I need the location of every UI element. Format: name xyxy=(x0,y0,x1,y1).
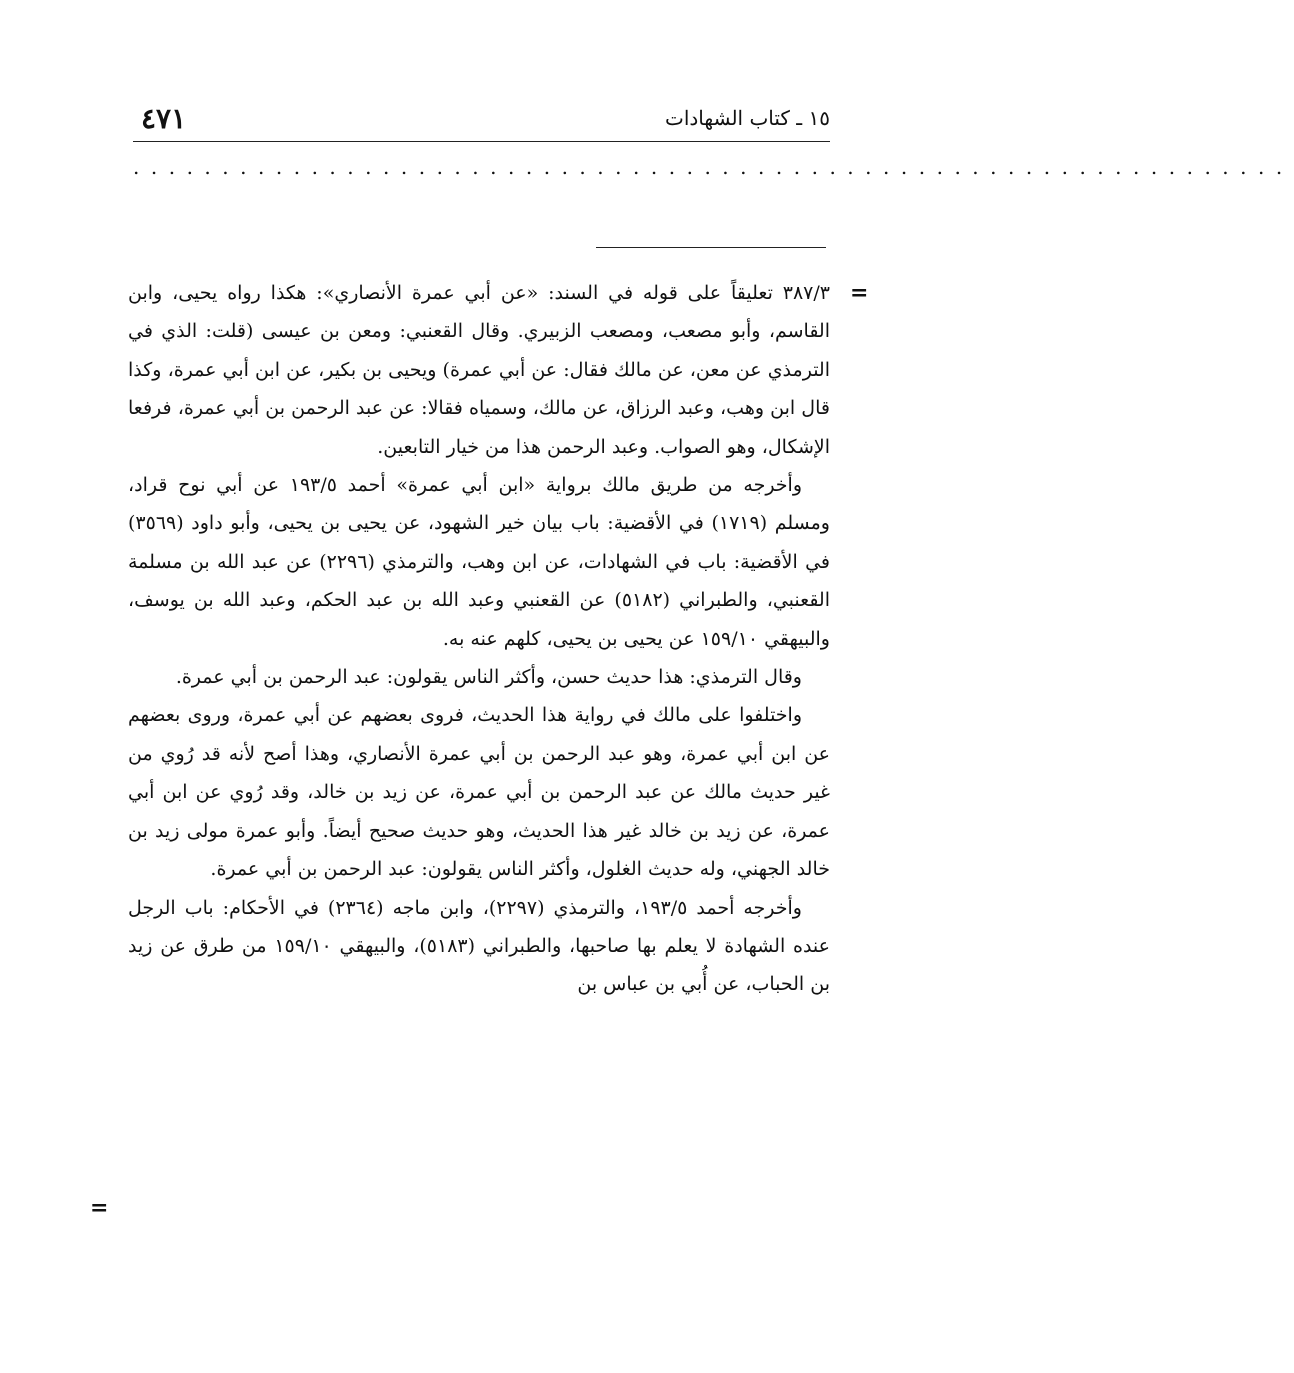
footnote-paragraph: وأخرجه من طريق مالك برواية «ابن أبي عمرة» أحمد ١٩٣/٥ عن أبي نوح قراد، ومسلم (١٧١٩) في الأقضية: باب بيان خير الشهود، عن يحيى بن يحيى، وأبو داود (٣٥٦٩) في الأقضية: باب في الشهادات، عن ابن وهب، والترمذي (٢٢٩٦) عن عبد الله بن مسلمة القعنبي، والطبراني (٥١٨٢) عن القعنبي وعبد الله بن عبد الحكم، وعبد الله بن يوسف، والبيهقي ١٥٩/١٠ عن يحيى بن يحيى، كلهم عنه به. xyxy=(128,474,830,650)
footnote-body xyxy=(128,274,830,1004)
page-header xyxy=(133,90,830,142)
footnote-paragraph: وأخرجه أحمد ١٩٣/٥، والترمذي (٢٢٩٧)، وابن ماجه (٢٣٦٤) في الأحكام: باب الرجل عنده الشهادة لا يعلم بها صاحبها، والطبراني (٥١٨٣)، والبيهقي ١٥٩/١٠ من طرق عن زيد بن الحباب، عن أُبي بن عباس بن xyxy=(128,896,830,996)
footnote-divider xyxy=(596,247,826,248)
continuation-mark-top: = xyxy=(850,280,869,306)
footnote-paragraph: واختلفوا على مالك في رواية هذا الحديث، فروى بعضهم عن أبي عمرة، وروى بعضهم عن ابن أبي عمرة، وهو عبد الرحمن بن أبي عمرة الأنصاري، وهذا أصح لأنه قد رُوي من غير حديث مالك عن عبد الرحمن بن أبي عمرة، عن زيد بن خالد، وقد رُوي عن ابن أبي عمرة، عن زيد بن خالد غير هذا الحديث، وهو حديث صحيح أيضاً. وأبو عمرة مولى زيد بن خالد الجهني، وله حديث الغلول، وأكثر الناس يقولون: عبد الرحمن بن أبي عمرة. xyxy=(128,704,830,881)
page-number: ٤٧١ xyxy=(141,102,187,135)
footnote-paragraph: وقال الترمذي: هذا حديث حسن، وأكثر الناس يقولون: عبد الرحمن بن أبي عمرة. xyxy=(175,666,802,689)
running-title: ١٥ ـ كتاب الشهادات xyxy=(665,106,830,130)
dotted-separator: ................................................................. xyxy=(133,155,1294,179)
header-divider xyxy=(133,141,830,142)
footnote-paragraph: ٣٨٧/٣ تعليقاً على قوله في السند: «عن أبي عمرة الأنصاري»: هكذا رواه يحيى، وابن القاسم، وأبو مصعب، ومصعب الزبيري. وقال القعنبي: ومعن بن عيسى (قلت: الذي في الترمذي عن معن، عن مالك فقال: عن أبي عمرة) ويحيى بن بكير، عن ابن أبي عمرة، وكذا قال ابن وهب، وعبد الرزاق، عن مالك، وسمياه فقالا: عن عبد الرحمن بن أبي عمرة، فرفعا الإشكال، وهو الصواب. وعبد الرحمن هذا من خيار التابعين. xyxy=(128,282,830,458)
continuation-mark-bottom: = xyxy=(90,1195,109,1221)
